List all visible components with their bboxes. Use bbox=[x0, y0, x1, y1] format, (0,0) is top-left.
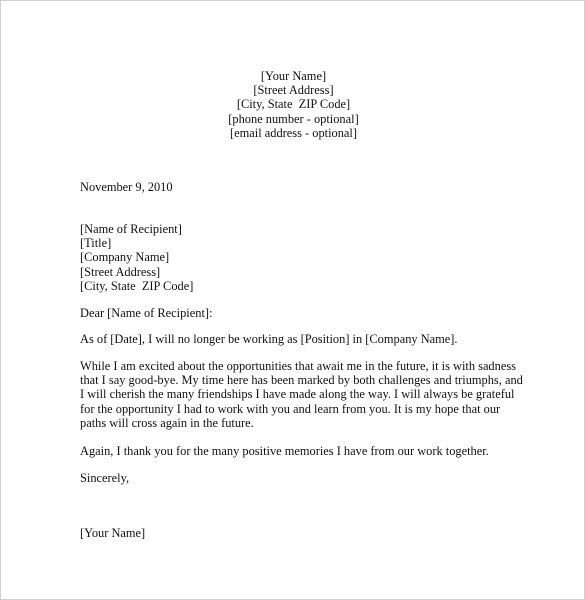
recipient-city-state-zip: [City, State ZIP Code] bbox=[80, 278, 194, 293]
paragraph-3: Again, I thank you for the many positive memories I have from our work together. bbox=[80, 444, 489, 458]
salutation: Dear [Name of Recipient]: bbox=[80, 306, 213, 320]
paragraph-2 bbox=[80, 359, 523, 430]
paragraph-2-line: paths will cross again in the future. bbox=[80, 415, 254, 430]
sender-name: [Your Name] bbox=[260, 69, 327, 83]
paragraph-2-line: for the opportunity I had to work with you and learn from you. It is my hope that our bbox=[80, 401, 501, 416]
sender-phone: [phone number - optional] bbox=[228, 111, 359, 126]
sender-email: [email address - optional] bbox=[230, 125, 357, 140]
recipient-title: [Title] bbox=[80, 236, 112, 251]
sender-city-state-zip: [City, State ZIP Code] bbox=[236, 97, 351, 112]
closing: Sincerely, bbox=[80, 471, 130, 485]
recipient-address-block bbox=[80, 222, 193, 293]
paragraph-2-line: that I say good-bye. My time here has been marked by both challenges and triumphs, and bbox=[80, 373, 523, 388]
paragraph-1: As of [Date], I will no longer be working as [Position] in [Company Name]. bbox=[80, 332, 458, 346]
paragraph-2-line: While I am excited about the opportunities that await me in the future, it is with sadness bbox=[80, 359, 516, 373]
sender-address-block bbox=[1, 69, 585, 140]
recipient-company: [Company Name] bbox=[80, 250, 170, 265]
letter-date: November 9, 2010 bbox=[80, 180, 173, 194]
recipient-street: [Street Address] bbox=[80, 264, 161, 279]
signature-name: [Your Name] bbox=[80, 526, 146, 540]
sender-street: [Street Address] bbox=[253, 83, 334, 98]
recipient-name: [Name of Recipient] bbox=[80, 222, 182, 236]
paragraph-2-line: I will cherish the many friendships I have made along the way. I will always be grateful bbox=[80, 387, 515, 402]
